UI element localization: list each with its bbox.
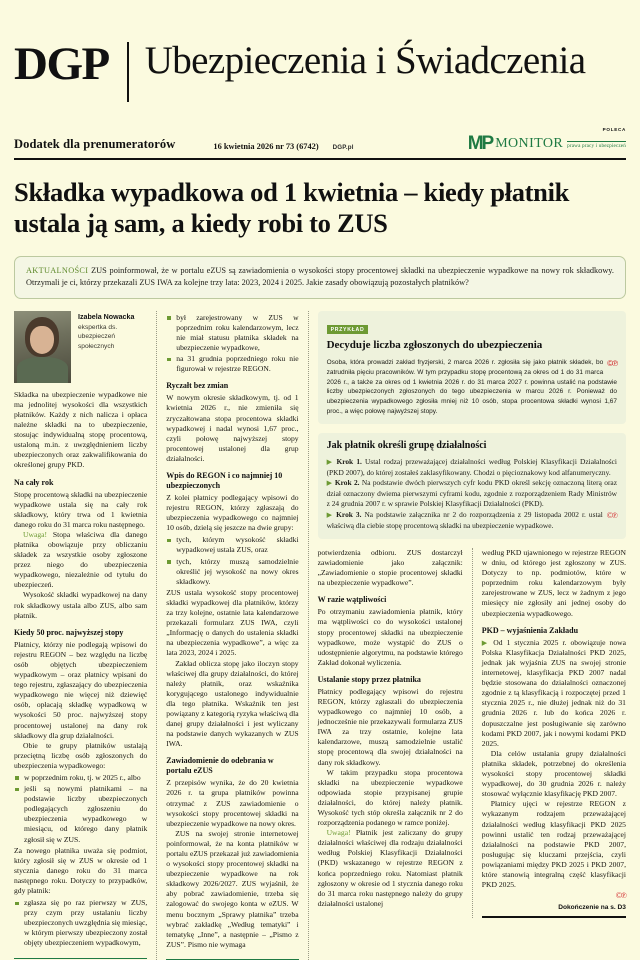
article-columns [14, 311, 626, 960]
subheading: Ryczałt bez zmian [166, 381, 229, 391]
paragraph: według PKD ujawnionego w rejestrze REGON w dniu, od którego jest zgłoszony w ZUS. Dotyczy to np. podmiotów, które w poprzednim roku kalendarzowym były zarejestrowane w ZUS, lecz w żadnym z jego miesięcy nie zgłosiły ani jednej osoby do ubezpieczenia wypadkowego. [481, 547, 626, 618]
list-item: w poprzednim roku, tj. w 2025 r., albo [23, 773, 147, 783]
step-text: Na podstawie załącznika nr 2 do rozporządzenia z 29 listopada 2002 r. ustal właściwą dla ciebie stopę procentową składki na ubezpieczenie wypadkowe. [326, 509, 603, 530]
paragraph-uwaga [14, 530, 147, 591]
step-text: Na podstawie dwóch pierwszych cyfr kodu PKD określ sekcję oznaczoną literą oraz dział oznaczony dwiema pierwszymi cyframi kodu, zgodnie z rozporządzeniem Rady Ministrów z 24 grudnia 2007 r. w sprawie Polskiej Klasyfikacji Działalności (PKD). [326, 478, 617, 509]
page-headline: Składka wypadkowa od 1 kwietnia – kiedy płatnik ustala ją sam, a kiedy robi to ZUS [14, 177, 570, 238]
uwaga-label: Uwaga! [23, 529, 48, 539]
paragraph: potwierdzenia odbioru. ZUS dostarczył zawiadomienie jako załącznik: „Zawiadomienie o stopie procentowej składki na ubezpieczenie wypadkowe”. [317, 547, 463, 588]
author-photo-shoulders [17, 357, 68, 383]
lead-body: ZUS poinformował, że w portalu eZUS są zawiadomienia o wysokości stopy procentowej składki na ubezpieczenie wypadkowe na nowy rok składkowy. Otrzymali je ci, którzy przekazali ZUS IWA za kolejne trzy lata: 2023, 2024 i 2025. Jakie zasady obowiązują pozostałych płatników? [26, 266, 614, 287]
lead-text [26, 265, 614, 289]
bullet-list [166, 313, 298, 375]
copyright-mark: ©℗ [615, 891, 626, 901]
przyklad-box [318, 311, 626, 424]
issue-date: 16 kwietnia 2026 nr 73 (6742) [213, 142, 319, 151]
paragraph-text: Płatnik jest zaliczany do grupy działalności właściwej dla rodzaju działalności według Polskiej Klasyfikacji Działalności (PKD) wskazanego w rejestrze REGON z końca poprzedniego roku. Natomiast płatnik zgłoszony w okresie od 1 stycznia danego roku do 31 marca roku następnego należy do grupy działalności ustalonej [317, 828, 463, 908]
masthead-rule [14, 158, 626, 160]
masthead [14, 0, 626, 102]
bullet-list [14, 773, 147, 845]
dgp-logo[interactable]: DGP [14, 38, 109, 90]
step-label: Krok 3. [336, 509, 362, 519]
step-label: Krok 2. [334, 478, 360, 488]
list-item: tych, którym wysokość składki wypadkowej ustala ZUS, oraz [176, 535, 299, 555]
step-item [327, 510, 617, 531]
list-item: na 31 grudnia poprzedniego roku nie figurował w rejestrze REGON. [176, 354, 299, 374]
list-item: był zarejestrowany w ZUS w poprzednim roku kalendarzowym, lecz nie miał statusu płatnika składek na ubezpieczenie wypadkowe, [176, 312, 299, 353]
subheading: Zawiadomienie do odebrania w portalu eZUS [166, 756, 274, 776]
paragraph: Zakład oblicza stopę jako iloczyn stopy właściwej dla grupy działalności, do której należy płatnik, oraz wskaźnika korygującego ustalonego indywidualnie dla tego płatnika. Wskaźnik ten jest powiązany z kategorią ryzyka właściwą dla danej grupy działalności i jest wyliczany na podstawie danych wykazanych w ZUS IWA. [166, 658, 299, 749]
mp-mark-icon: MP [467, 133, 493, 154]
paragraph: Po otrzymaniu zawiadomienia płatnik, który ma wątpliwości co do wysokości ustalonej stopy procentowej składki na ubezpieczenie wypadkowe, może wystąpić do ZUS o udostępnienie algorytmu, na podstawie którego Zakład dokonał wyliczenia. [317, 607, 463, 667]
author-role: ekspertka ds. ubezpieczeń społecznych [78, 323, 118, 350]
column-1 [14, 311, 156, 960]
monitor-name: MONITOR [495, 136, 564, 152]
copyright-mark: ©℗ [607, 359, 617, 369]
masthead-divider [127, 42, 129, 102]
paragraph: Za nowego płatnika uważa się podmiot, który zgłosił się w ZUS w okresie od 1 stycznia danego roku do 31 marca następnego roku. Dotyczy to przypadków, gdy płatnik: [14, 845, 148, 895]
lower-columns [318, 548, 626, 918]
paragraph: Płatnicy ujęci w rejestrze REGON z wykazanym rodzajem przeważającej działalności według klasyfikacji PKD 2025 powinni ustalić ten rodzaj przeważającej działalności na podstawie PKD 2007, posługując się kluczami przejścia, czyli powiązaniami między PKD 2025 i PKD 2007, które stanowią integralną część klasyfikacji PKD 2025. [481, 799, 626, 890]
step-label: Krok 1. [336, 457, 362, 467]
monitor-tagline: prawa pracy i ubezpieczeń [567, 143, 626, 150]
paragraph: ZUS ustala wysokość stopy procentowej składki wypadkowej dla płatników, którzy za trzy kolejne, ostatnie lata kalendarzowe przekazali formularz ZUS IWA, czyli „Informację o danych do ustalenia składki na ubezpieczenia wypadkowe”, a więc za lata 2023, 2024 i 2025. [166, 587, 299, 658]
subheading: Kiedy 50 proc. najwyższej stopy [14, 627, 124, 637]
supplement-label: Dodatek dla prenumeratorów [14, 137, 176, 151]
section-title: Ubezpieczenia i Świadczenia [144, 39, 586, 82]
list-item: tych, którzy muszą samodzielnie określić jej wysokość na nowy okres składkowy. [176, 556, 299, 586]
paragraph: Z przepisów wynika, że do 20 kwietnia 2026 r. ta grupa płatników powinna otrzymać z ZUS zawiadomienie o wysokości stopy procentowej składki na ubezpieczenie wypadkowe na nowy okres. [166, 778, 299, 828]
bullet-list [14, 898, 147, 948]
author-name: Izabela Nowacka [78, 312, 135, 321]
column-4 [472, 548, 626, 918]
subheading: W razie wątpliwości [317, 595, 387, 605]
step-arrow-icon: ▶ [326, 479, 333, 488]
paragraph: Z kolei płatnicy podlegający wpisowi do rejestru REGON, którzy zgłaszają do ubezpieczenia wypadkowego co najmniej 10 osób, dzielą się jeszcze na dwie grupy: [166, 493, 299, 533]
subheading: PKD – wyjaśnienia Zakładu [481, 625, 579, 635]
step-arrow-icon: ▶ [326, 458, 334, 467]
przyklad-text [327, 358, 617, 416]
author-block [14, 311, 147, 383]
paragraph: Dla celów ustalania grupy działalności płatnika składek, potrzebnej do określenia wysokości stopy procentowej składki wypadkowej, do 30 grudnia 2026 r. należy stosować wyłącznie klasyfikację PKD 2007. [481, 748, 626, 799]
arrow-icon: ▶ [481, 638, 490, 647]
bullet-list [166, 535, 298, 586]
subheading: Na cały rok [14, 477, 54, 487]
step-item [327, 457, 617, 478]
continuation-note: Dokończenie na s. D3 [558, 904, 626, 912]
column-3 [318, 548, 472, 918]
monitor-text [495, 135, 626, 152]
paragraph: Obie te grupy płatników ustalają przeciętną liczbę osób zgłoszonych do ubezpieczenia wypadkowego: [14, 740, 148, 770]
site-url[interactable]: DGP.pl [332, 144, 354, 151]
list-item: zgłasza się po raz pierwszy w ZUS, przy czym przy ustalaniu liczby ubezpieczonych uwzględnia się miesiąc, w którym pierwszy ubezpieczony został objęty ubezpieczeniem wypadkowym, [24, 898, 148, 948]
paragraph: Wysokość składki wypadkowej na dany rok składkowy ustala albo ZUS, albo sam płatnik. [14, 590, 148, 620]
list-item: jeśli są nowymi płatnikami – na podstawie liczby ubezpieczonych podlegających zgłoszeniu do ubezpieczenia wypadkowego w miesiącu, od którego dany płatnik zgłosił się w ZUS. [24, 784, 148, 844]
monitor-logo[interactable] [468, 134, 626, 153]
przyklad-tag: PRZYKŁAD [327, 325, 369, 334]
paragraph: W nowym okresie składkowym, tj. od 1 kwietnia 2026 r., nie zmieniła się zryczałtowana stopa procentowa składki wypadkowej i nadal wynosi 1,67 proc., czyli połowę najwyższej stopy procentowej ustalonej dla grup działalności. [166, 393, 299, 463]
paragraph: Składka na ubezpieczenie wypadkowe nie ma jednolitej wysokości dla wszystkich płatników. Każdy z nich nalicza i opłaca należne składki na to ubezpieczenie, stosując indywidualną stopę procentową, ustaloną m.in. z uwzględnieniem liczby ubezpieczonych oraz zakwalifikowania do określonej grupy PKD. [14, 389, 148, 470]
column-end-rule [14, 958, 147, 959]
author-meta [78, 311, 147, 383]
lead-box [14, 256, 626, 299]
poleca-label: POLECA [602, 127, 626, 132]
przyklad-body: Osoba, która prowadzi zakład fryzjerski, 2 marca 2026 r. zgłosiła się jako płatnik składek, bo zatrudniła pięciu pracowników. W tym przypadku stopę procentową za okres od 1 do 31 marca 2026 r., a także za okres od 1 kwietnia 2026 r. do 31 marca 2027 r. powinna ustalić na podstawie liczby ubezpieczonych zgłoszonych do tego ubezpieczenia w marcu 2026 r. Ponieważ do ubezpieczenia wypadkowego zgłosiła mniej niż 10 osób, stopa procentowa składki wynosi 1,67 proc., a więc połowę najwyższej stopy. [326, 359, 617, 415]
paragraph: Płatnicy, którzy nie podlegają wpisowi do rejestru REGON – bez względu na liczbę osób objętych ubezpieczeniem wypadkowym – oraz płatnicy wpisani do tego rejestru, zgłaszający do ubezpieczenia wypadkowego nie więcej niż dziewięć osób, opłacają składkę wypadkową w wysokości 50 proc. najwyższej stopy procentowej ustalonej na dany rok składkowy dla grup działalności. [14, 639, 148, 740]
kroki-title: Jak płatnik określi grupę działalności [326, 440, 487, 452]
paragraph: Stopę procentową składki na ubezpieczenie wypadkowe ustala się na cały rok składkowy, który trwa od 1 kwietnia danego roku do 31 marca roku następnego. [14, 489, 148, 529]
column-3-4-wrapper [308, 311, 626, 960]
column-2 [156, 311, 307, 960]
subheading: Ustalanie stopy przez płatnika [317, 674, 421, 684]
paragraph: ZUS na swojej stronie internetowej poinformował, że na konta płatników w portalu eZUS przekazał już zawiadomienia o wysokości stopy procentowej składki na ubezpieczenie wypadkowe na rok składkowy 2026/2027. ZUS wyjaśnił, że aby pobrać zawiadomienie, trzeba się zalogować do swojego konta w eZUS. W menu bocznym „Sprawy płatnika” trzeba wybrać zakładkę „Według tematyki” i tematykę „Inne”, a następnie – „Pismo z ZUS”. Pismo nie wymaga [166, 828, 299, 949]
partner-logo-block [468, 127, 626, 154]
step-text: Ustal rodzaj przeważającej działalności według Polskiej Klasyfikacji Działalności (PKD 2007), do której zostałeś zaklasyfikowany. Chodzi o pięcioznakowy kod alfanumeryczny. [326, 457, 617, 477]
author-photo [14, 311, 71, 383]
bottom-rule [482, 916, 626, 918]
paragraph: Płatnicy podlegający wpisowi do rejestru REGON, którzy zgłaszali do ubezpieczenia wypadkowego co najmniej 10 osób, a jednocześnie nie przekazywali formularza ZUS IWA za trzy ostatnie, kolejne lata kalendarzowe, muszą samodzielnie ustalić stopę procentową dla swojej działalności na dany rok składkowy. [317, 686, 463, 767]
kroki-box [318, 433, 626, 539]
paragraph-text: Stopa właściwa dla danego płatnika obowiązuje przy obliczaniu składek za wszystkie osoby zgłoszone przez niego do ubezpieczenia wypadkowego, niezależnie od tytułu do ubezpieczeń. [14, 529, 148, 590]
uwaga-label: Uwaga! [326, 828, 351, 838]
step-arrow-icon: ▶ [326, 510, 334, 519]
paragraph-arrow [482, 638, 626, 749]
przyklad-title: Decyduje liczba zgłoszonych do ubezpieczenia [326, 339, 543, 352]
masthead-subbar [14, 120, 626, 154]
subheading: Wpis do REGON i co najmniej 10 ubezpieczonych [166, 471, 283, 490]
copyright-mark: ©℗ [606, 510, 617, 520]
step-item [327, 478, 617, 510]
issue-info [213, 142, 353, 154]
paragraph-text: Od 1 stycznia 2025 r. obowiązuje nowa Polska Klasyfikacja Działalności PKD 2025, jednak jak wyjaśnia ZUS na swojej stronie internetowej, klasyfikacja PKD 2007 nadal będzie stosowana do działalności oznaczonej zgodnie z tą klasyfikacją i rozpoczętej przed 1 stycznia 2025 r., nie dłużej jednak niż do 31 grudnia 2026 r. lub do końca 2026 r. dopuszczalne jest posługiwanie się zarówno kodami PKD 2007, jak i nowymi kodami PKD 2025. [481, 637, 626, 748]
lead-tag: AKTUALNOŚCI [26, 266, 89, 276]
paragraph: W takim przypadku stopa procentowa składki na ubezpieczenie wypadkowe odpowiada stopie przypisanej grupie działalności, do której należy płatnik. Wysokość tych stóp określa załącznik nr 2 do rozporządzenia podanego w ramce poniżej. [317, 767, 463, 828]
